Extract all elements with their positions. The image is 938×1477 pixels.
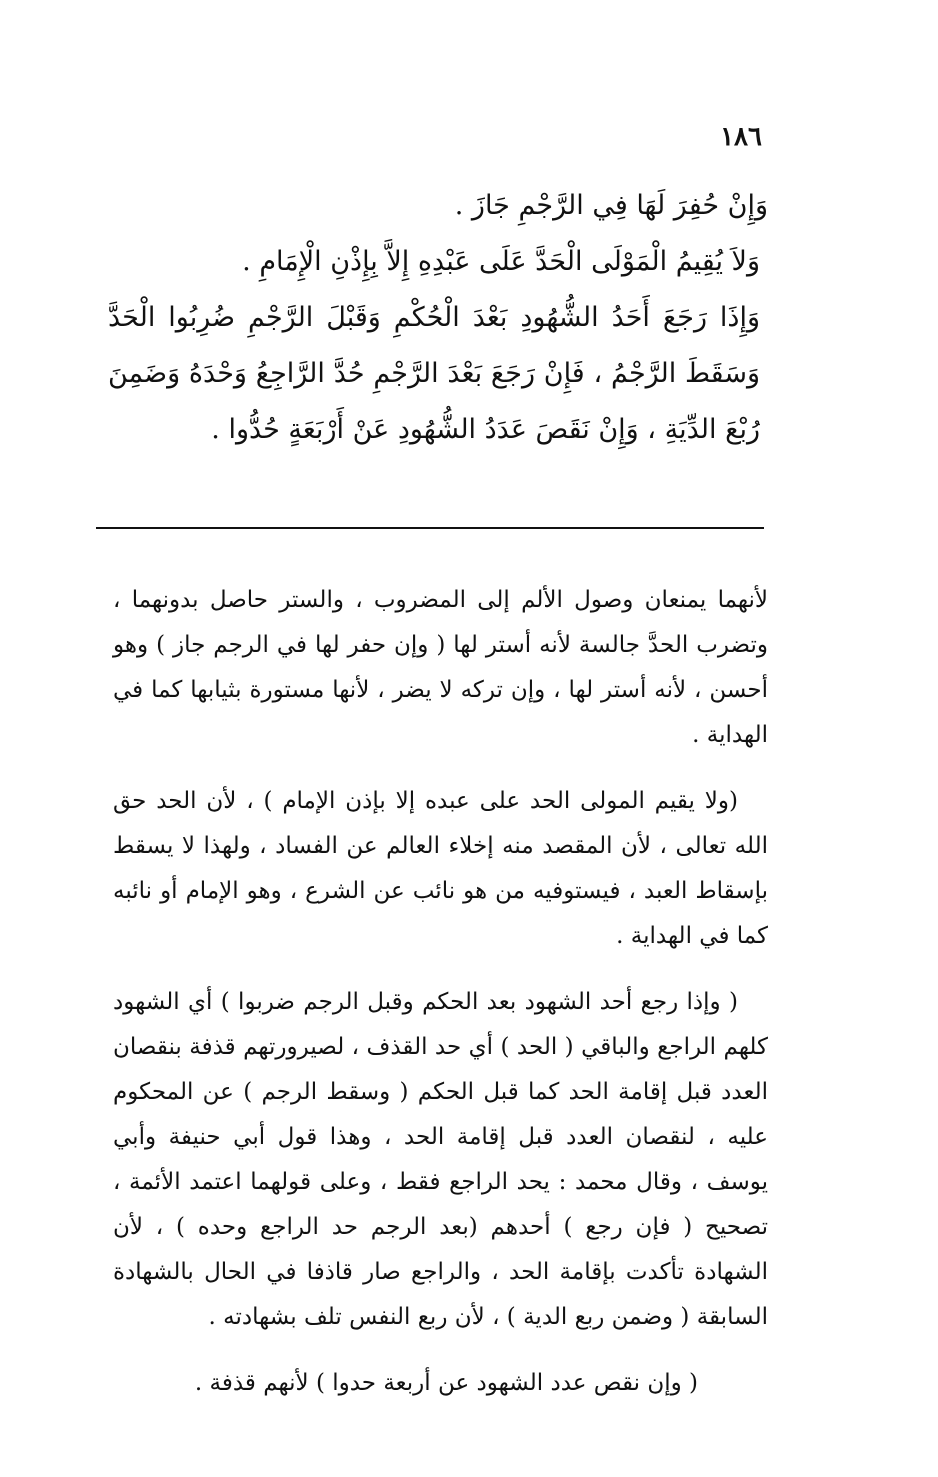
main-text [108,178,768,458]
commentary-paragraph: (ولا يقيم المولى الحد على عبده إلا بإذن الإمام ) ، لأن الحد حق الله تعالى ، لأن المقصد منه إخلاء العالم عن الفساد ، ولهذا لا يسقط بإسقاط العبد ، فيستوفيه من هو نائب عن الشرع ، وهو الإمام أو نائبه كما في الهداية . [113,788,768,949]
main-text-paragraph: وَإِنْ حُفِرَ لَهَا فِي الرَّجْمِ جَازَ . [454,190,768,221]
section-divider [96,527,764,529]
page-number: ١٨٦ [720,122,762,152]
main-text-paragraph: وَلاَ يُقِيمُ الْمَوْلَى الْحَدَّ عَلَى عَبْدِهِ إِلاَّ بِإِذْنِ الْإِمَامِ . [242,246,760,277]
commentary-paragraph: ( وإن نقص عدد الشهود عن أربعة حدوا ) لأنهم قذفة . [194,1370,698,1396]
main-text-paragraph: وَإِذَا رَجَعَ أَحَدُ الشُّهُودِ بَعْدَ الْحُكْمِ وَقَبْلَ الرَّجْمِ ضُرِبُوا الْحَدَّ وَسَقَطَ الرَّجْمُ ، فَإِنْ رَجَعَ بَعْدَ الرَّجْمِ حُدَّ الرَّاجِعُ وَحْدَهُ وَضَمِنَ رُبْعَ الدِّيَةِ ، وَإِنْ نَقَصَ عَدَدُ الشُّهُودِ عَنْ أَرْبَعَةٍ حُدُّوا . [108,302,760,445]
commentary [113,578,768,1427]
commentary-paragraph: ( وإذا رجع أحد الشهود بعد الحكم وقبل الرجم ضربوا ) أي الشهود كلهم الراجع والباقي ( الحد ) أي حد القذف ، لصيرورتهم قذفة بنقصان العدد قبل إقامة الحد كما قبل الحكم ( وسقط الرجم ) عن المحكوم عليه ، لنقصان العدد قبل إقامة الحد ، وهذا قول أبي حنيفة وأبي يوسف ، وقال محمد : يحد الراجع فقط ، وعلى قولهما اعتمد الأئمة ، تصحيح ( فإن رجع ) أحدهم (بعد الرجم حد الراجع وحده ) ، لأن الشهادة تأكدت بإقامة الحد ، والراجع صار قاذفا في الحال بالشهادة السابقة ( وضمن ربع الدية ) ، لأن ربع النفس تلف بشهادته . [113,989,768,1330]
commentary-paragraph: لأنهما يمنعان وصول الألم إلى المضروب ، والستر حاصل بدونهما ، وتضرب الحدَّ جالسة لأنه أستر لها ( وإن حفر لها في الرجم جاز ) وهو أحسن ، لأنه أستر لها ، وإن تركه لا يضر ، لأنها مستورة بثيابها كما في الهداية . [113,587,768,748]
